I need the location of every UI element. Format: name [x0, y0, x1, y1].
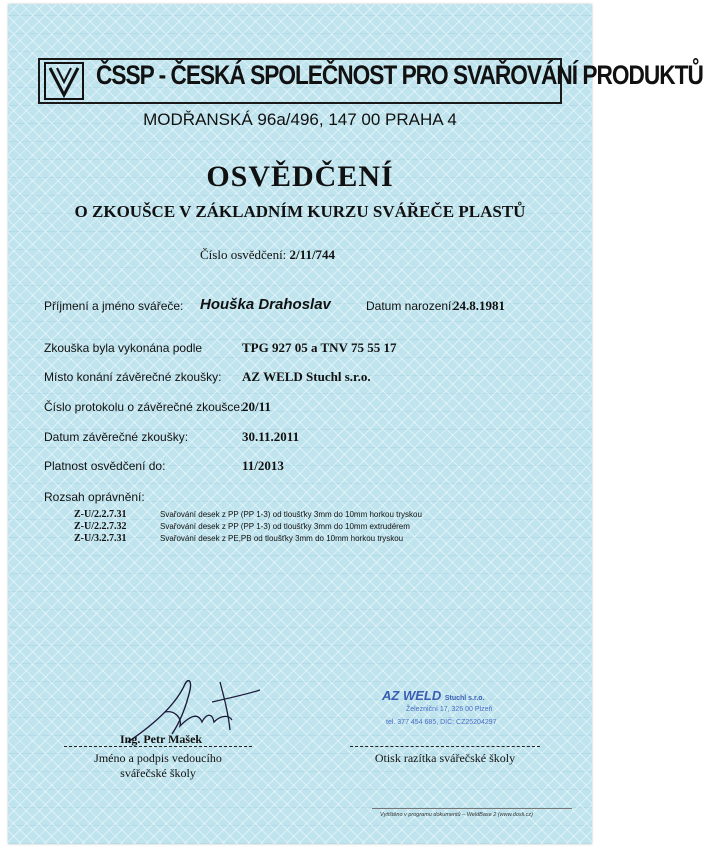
scope-code: Z-U/2.2.7.32	[74, 521, 127, 532]
stamp-caption: Otisk razítka svářečské školy	[374, 751, 516, 765]
document-subtitle: O ZKOUŠCE V ZÁKLADNÍM KURZU SVÁŘEČE PLASTŮ	[74, 202, 526, 221]
footer-note: Vytištěno v programu dokumentů – WeldBase 2 (www.dosli.cz)	[380, 812, 533, 818]
place-label: Místo konání závěrečné zkoušky:	[44, 370, 222, 384]
birth-date-value: 24.8.1981	[453, 298, 505, 313]
stamp-logo	[382, 688, 485, 703]
standard-label: Zkouška byla vykonána podle	[44, 341, 203, 355]
exam-date-value: 30.11.2011	[242, 429, 300, 444]
organization-address: MODŘANSKÁ 96a/496, 147 00 PRAHA 4	[143, 110, 457, 129]
certificate-number	[200, 247, 335, 263]
exam-date-label: Datum závěrečné zkoušky:	[44, 430, 189, 444]
signature-caption: svářečské školy	[120, 766, 196, 780]
signatory-name: Ing. Petr Mašek	[120, 732, 203, 746]
welder-name: Houška Drahoslav	[200, 296, 331, 313]
place-value: AZ WELD Stuchl s.r.o.	[242, 369, 371, 384]
stamp-brand-small: Stuchl s.r.o.	[444, 695, 485, 702]
name-label: Příjmení a jméno svářeče:	[44, 299, 184, 313]
protocol-value: 20/11	[242, 399, 271, 414]
scope-code: Z-U/3.2.7.31	[74, 533, 127, 544]
standard-value: TPG 927 05 a TNV 75 55 17	[242, 340, 397, 355]
certificate-paper	[8, 4, 592, 844]
cssp-logo-icon	[44, 62, 84, 100]
validity-value: 11/2013	[242, 458, 284, 473]
stamp-line	[350, 746, 540, 747]
scope-code: Z-U/2.2.7.31	[74, 509, 127, 520]
stamp-contact: tel. 377 454 685, DIČ: CZ25204297	[386, 719, 497, 726]
validity-label: Platnost osvědčení do:	[44, 459, 166, 473]
stamp-brand: AZ WELD	[382, 688, 442, 703]
scope-description: Svařování desek z PP (PP 1-3) od tloušťky 3mm do 10mm extrudérem	[160, 522, 410, 531]
footer-rule	[372, 808, 572, 809]
certificate-number-value: 2/11/744	[289, 247, 336, 262]
scope-description: Svařování desek z PE,PB od tloušťky 3mm do 10mm horkou tryskou	[160, 534, 404, 543]
birth-date-label: Datum narození:	[366, 299, 455, 313]
protocol-label: Číslo protokolu o závěrečné zkoušce:	[44, 400, 244, 414]
stamp-address: Železniční 17, 326 00 Plzeň	[406, 706, 493, 713]
scope-description: Svařování desek z PP (PP 1-3) od tloušťky 3mm do 10mm horkou tryskou	[160, 510, 422, 519]
organization-name: ČSSP - ČESKÁ SPOLEČNOST PRO SVAŘOVÁNÍ PRODUKTŮ	[96, 60, 703, 90]
certificate-number-label: Číslo osvědčení:	[200, 247, 287, 262]
signature-line	[64, 746, 252, 747]
signature-caption: Jméno a podpis vedoucího	[94, 751, 222, 765]
scope-label: Rozsah oprávnění:	[44, 490, 145, 504]
document-title: OSVĚDČENÍ	[206, 160, 394, 193]
